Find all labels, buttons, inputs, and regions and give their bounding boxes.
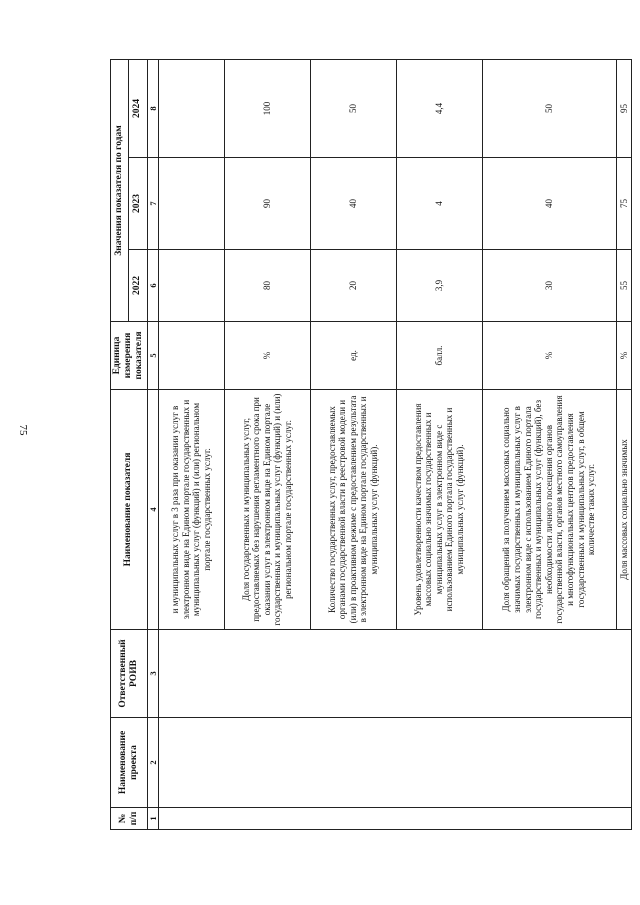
cell-project <box>158 718 632 808</box>
cell-2024: 50 <box>310 59 396 157</box>
cell-2022 <box>158 250 224 322</box>
cell-2022: 55 <box>616 250 632 322</box>
cell-unit <box>158 322 224 390</box>
column-number: 3 <box>147 630 158 718</box>
cell-2024: 95 <box>616 59 632 157</box>
indicators-table <box>110 59 632 830</box>
cell-2022: 30 <box>482 250 616 322</box>
page-number: 75 <box>17 424 29 436</box>
cell-responsible <box>158 630 632 718</box>
header-responsible: Ответственный РОИВ <box>111 630 148 718</box>
cell-number <box>158 808 632 830</box>
cell-indicator: Количество государственных услуг, предоставляемых органами государственной власти в реестровой модели и (или) в проактивном режиме с предоставлением результата в электронном виде на Едином портале государственных и муниципальных услуг (функций). <box>310 390 396 630</box>
cell-unit: % <box>482 322 616 390</box>
cell-2022: 20 <box>310 250 396 322</box>
column-number: 6 <box>147 250 158 322</box>
cell-2023: 40 <box>482 158 616 250</box>
cell-2023 <box>158 158 224 250</box>
cell-indicator: Доля обращений за получением массовых социально значимых государственных и муниципальных услуг в электронном виде с использованием Единого портала государственных и муниципальных услуг (функций), без необходимости личного посещения органов государственной власти, органов местного самоуправления и многофункциональных центров предоставления государственных и муниципальных услуг, в общем количестве таких услуг. <box>482 390 616 630</box>
cell-indicator: и муниципальных услуг в 3 раза при оказании услуг в электронном виде на Едином портале государственных и муниципальных услуг (функций) и (или) региональном портале государственных услуг. <box>158 390 224 630</box>
cell-indicator: Уровень удовлетворенности качеством предоставления массовых социально значимых государственных и муниципальных услуг в электронном виде с использованием Единого портала государственных и муниципальных услуг (функций). <box>396 390 482 630</box>
cell-2022: 80 <box>224 250 310 322</box>
header-indicator-name: Наименование показателя <box>111 390 148 630</box>
cell-unit: % <box>224 322 310 390</box>
header-number: № п/п <box>111 808 148 830</box>
header-values-by-year: Значения показателя по годам <box>111 59 129 321</box>
column-number: 7 <box>147 158 158 250</box>
cell-2024: 4,4 <box>396 59 482 157</box>
cell-2022: 3,9 <box>396 250 482 322</box>
column-number: 5 <box>147 322 158 390</box>
column-number: 1 <box>147 808 158 830</box>
cell-2024: 100 <box>224 59 310 157</box>
cell-2023: 4 <box>396 158 482 250</box>
cell-indicator: Доля государственных и муниципальных услуг, предоставляемых без нарушения регламентного срока при оказании услуг в электронном виде на Едином портале государственных и муниципальных услуг (функций) и (или) региональном портале государственных услуг. <box>224 390 310 630</box>
cell-unit: % <box>616 322 632 390</box>
table-row <box>158 59 224 829</box>
cell-unit: ед. <box>310 322 396 390</box>
header-unit: Единица измерения показателя <box>111 322 148 390</box>
rotated-table-container <box>110 60 630 830</box>
header-year-2022: 2022 <box>129 250 147 322</box>
cell-2024 <box>158 59 224 157</box>
cell-indicator: Доля массовых социально значимых <box>616 390 632 630</box>
cell-2023: 40 <box>310 158 396 250</box>
header-year-2023: 2023 <box>129 158 147 250</box>
header-project-name: Наименование проекта <box>111 718 148 808</box>
header-year-2024: 2024 <box>129 59 147 157</box>
column-number: 8 <box>147 59 158 157</box>
cell-2023: 75 <box>616 158 632 250</box>
cell-2024: 50 <box>482 59 616 157</box>
column-number: 4 <box>147 390 158 630</box>
column-number: 2 <box>147 718 158 808</box>
cell-2023: 90 <box>224 158 310 250</box>
cell-unit: балл. <box>396 322 482 390</box>
